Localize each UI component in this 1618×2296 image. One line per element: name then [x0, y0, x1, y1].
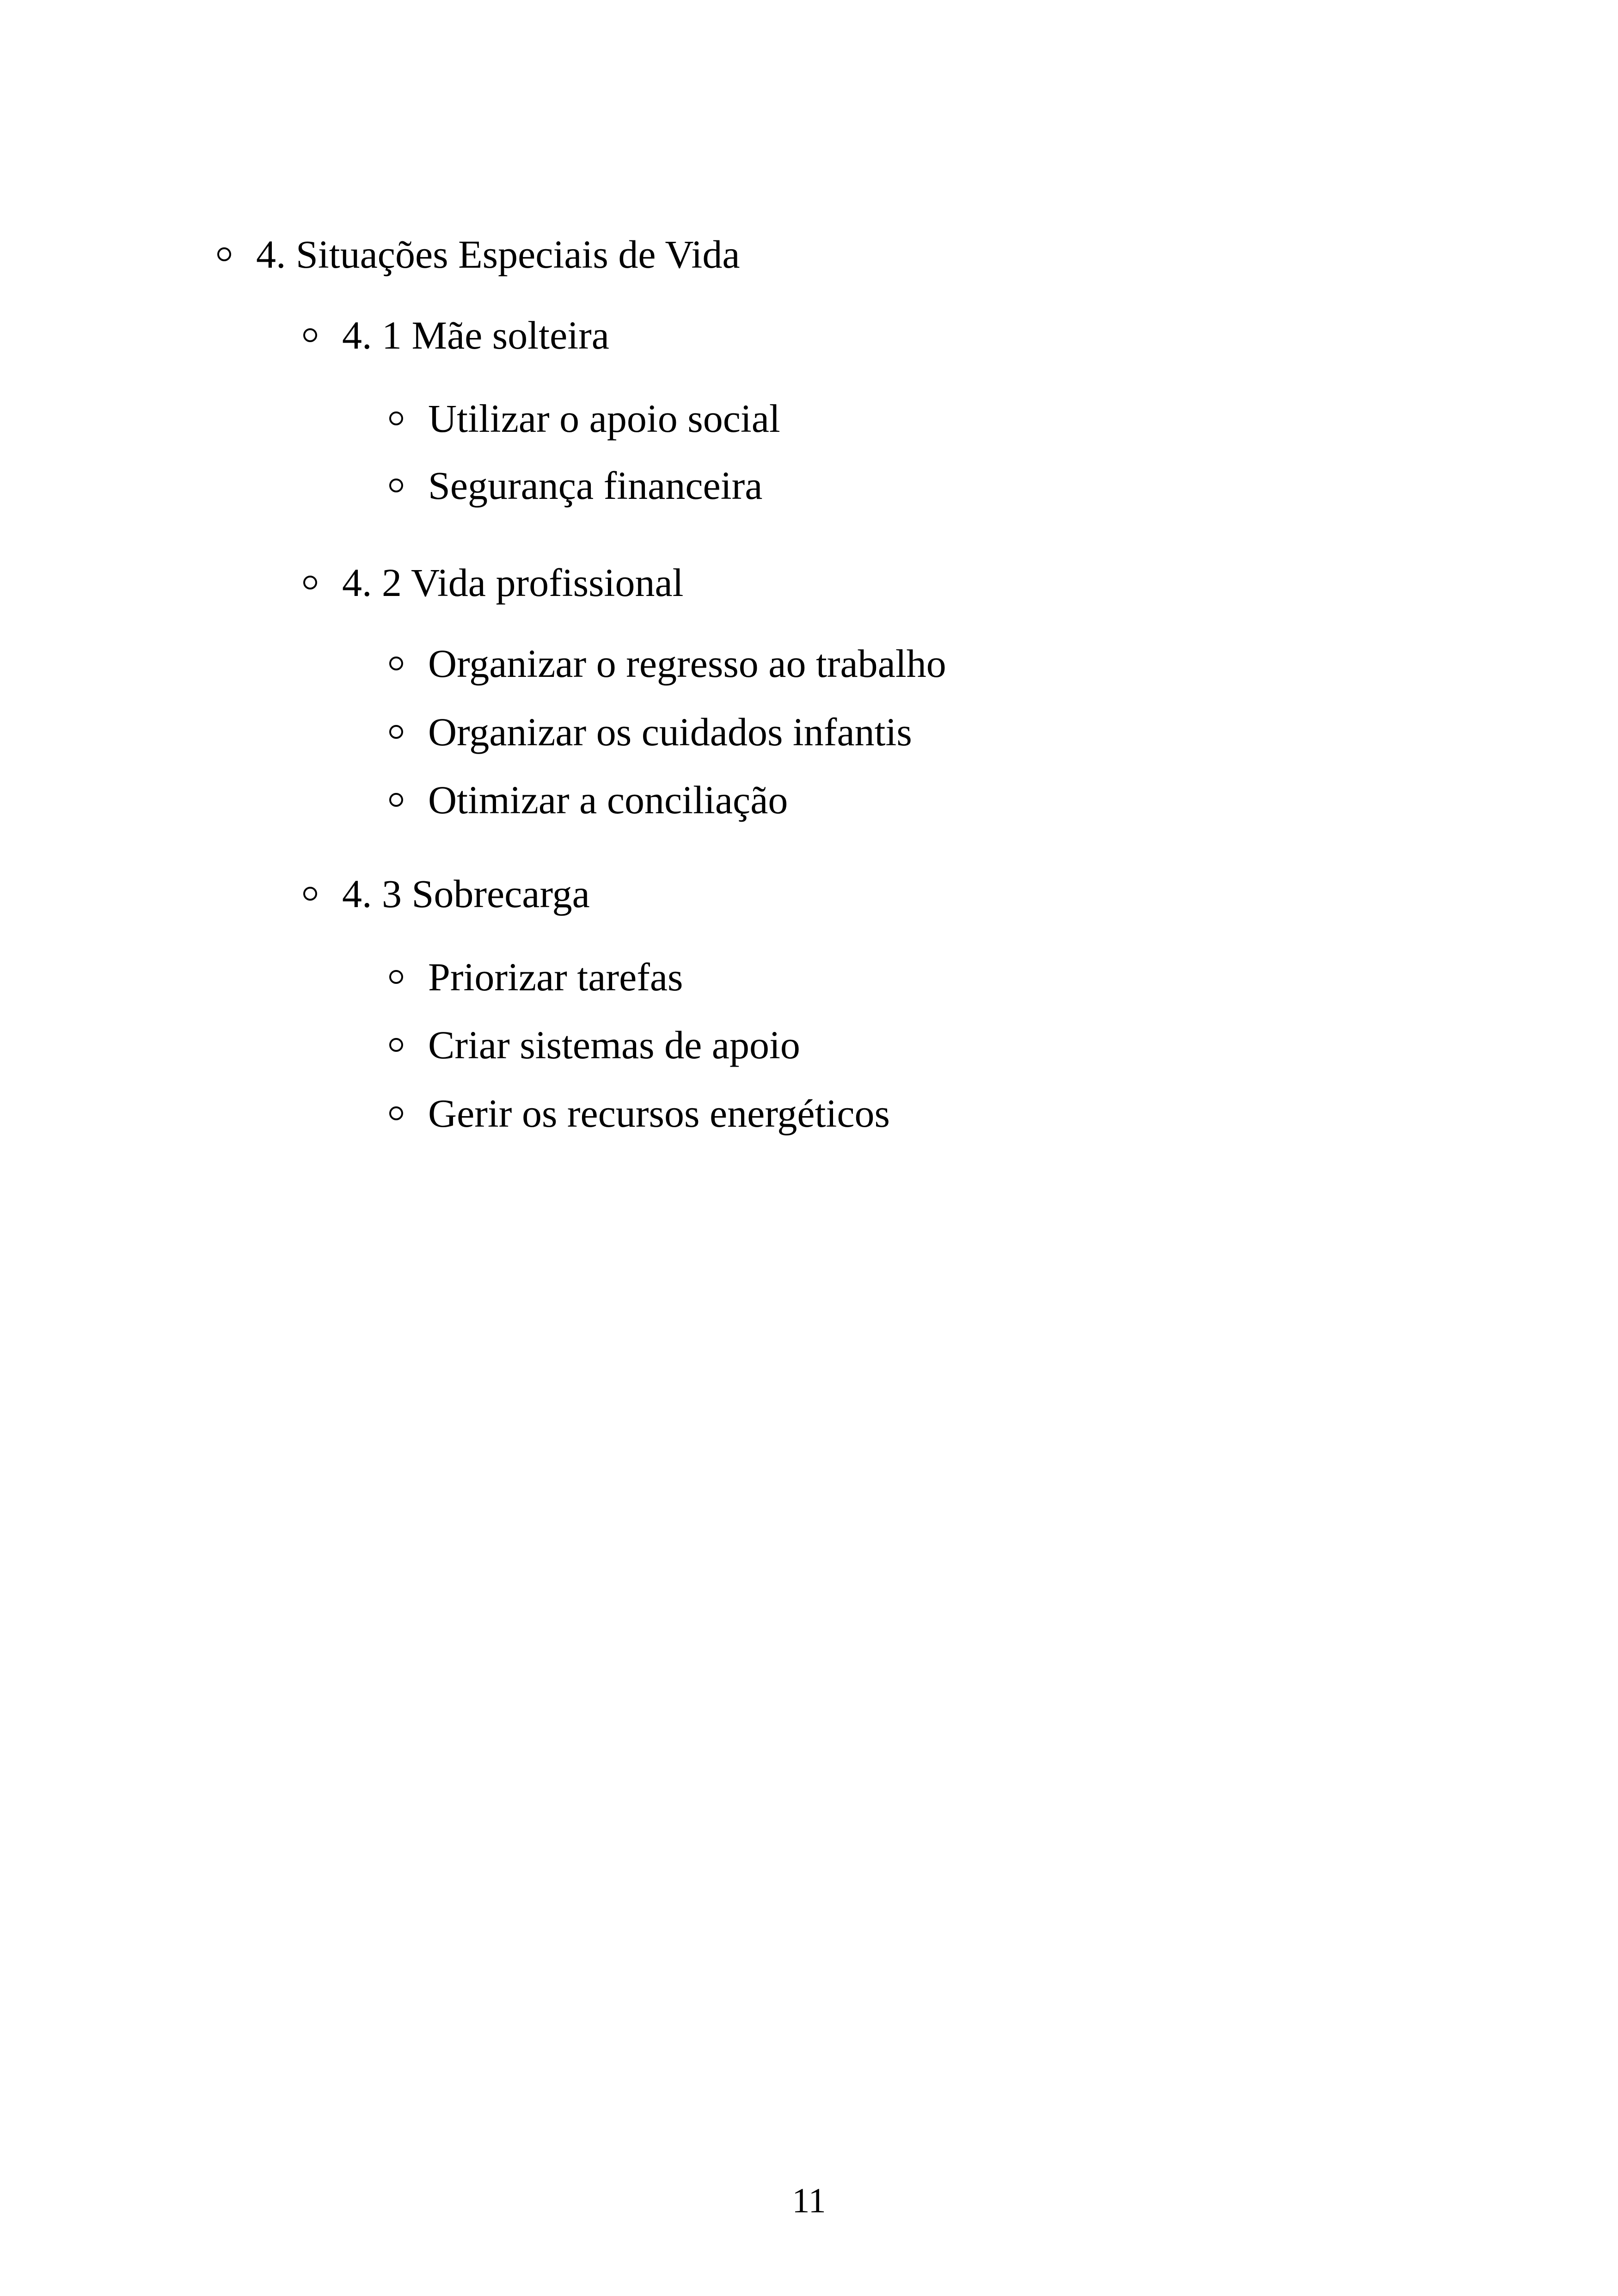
list-item: Priorizar tarefas [428, 955, 683, 999]
hollow-bullet-icon [303, 576, 317, 589]
hollow-bullet-icon [389, 725, 403, 739]
list-item: Segurança financeira [428, 463, 763, 508]
hollow-bullet-icon [217, 247, 231, 261]
hollow-bullet-icon [389, 657, 403, 670]
page-number: 11 [792, 2181, 826, 2220]
subsection-title: 4. 2 Vida profissional [342, 560, 684, 605]
hollow-bullet-icon [389, 479, 403, 492]
list-item: Otimizar a conciliação [428, 778, 788, 822]
list-item: Utilizar o apoio social [428, 396, 780, 441]
hollow-bullet-icon [389, 1106, 403, 1120]
list-item: Organizar o regresso ao trabalho [428, 641, 946, 686]
subsection-title: 4. 1 Mãe solteira [342, 313, 609, 357]
hollow-bullet-icon [389, 793, 403, 807]
list-item: Organizar os cuidados infantis [428, 710, 912, 754]
hollow-bullet-icon [303, 887, 317, 901]
hollow-bullet-icon [389, 1038, 403, 1052]
hollow-bullet-icon [389, 970, 403, 984]
hollow-bullet-icon [389, 411, 403, 425]
hollow-bullet-icon [303, 328, 317, 342]
list-item: Gerir os recursos energéticos [428, 1091, 890, 1136]
section-title: 4. Situações Especiais de Vida [256, 232, 740, 276]
subsection-title: 4. 3 Sobrecarga [342, 872, 590, 916]
list-item: Criar sistemas de apoio [428, 1023, 800, 1067]
